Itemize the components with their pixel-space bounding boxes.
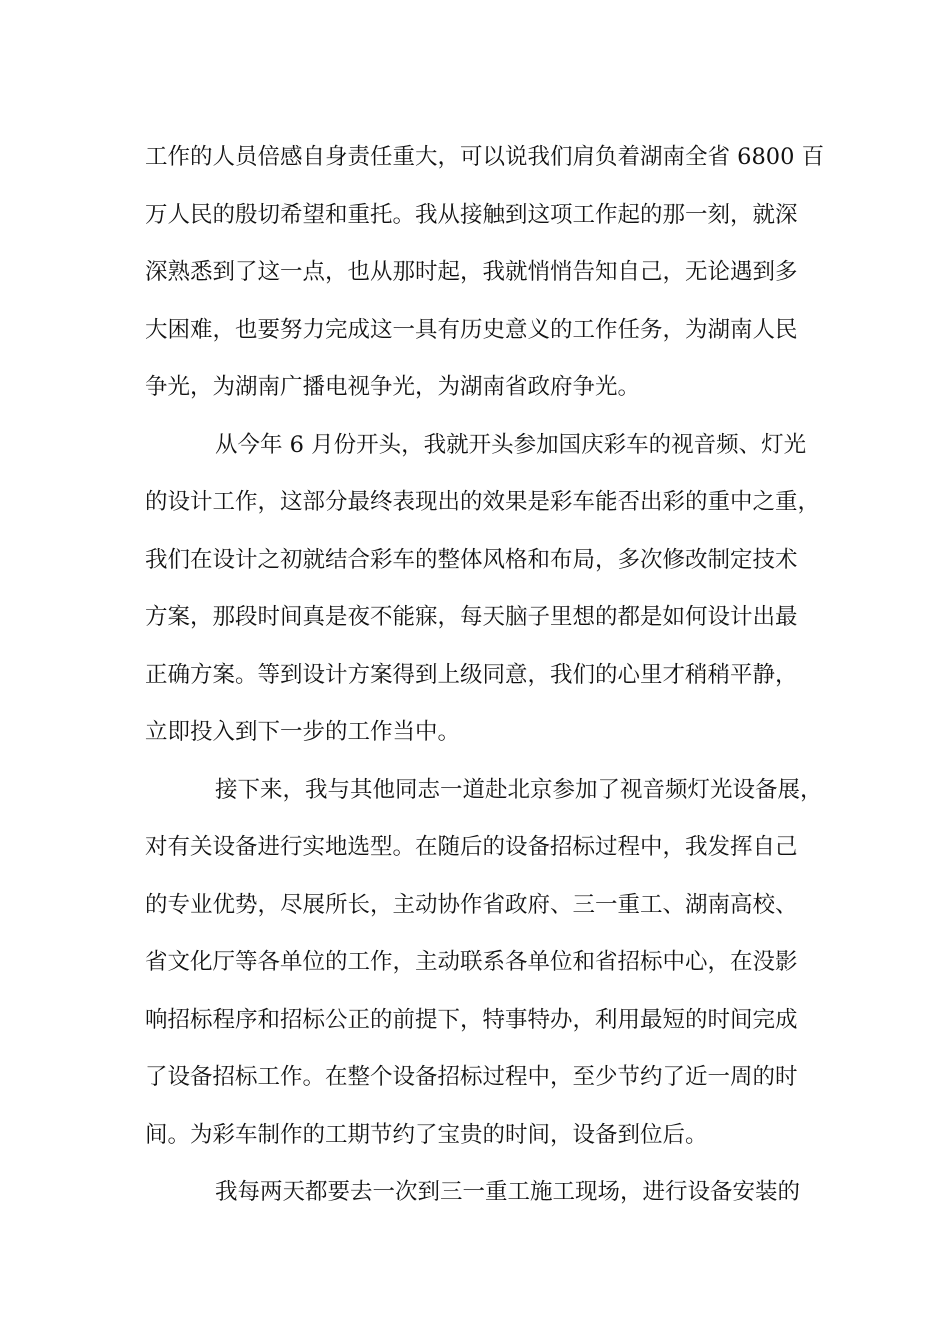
text-line: 深熟悉到了这一点，也从那时起，我就悄悄告知自己，无论遇到多 (145, 259, 798, 285)
text-line: 我们在设计之初就结合彩车的整体风格和布局，多次修改制定技术 (145, 546, 798, 573)
text-line: 工作的人员倍感自身责任重大，可以说我们肩负着湖南全省 6800 百 (145, 144, 825, 170)
text-line: 大困难，也要努力完成这一具有历史意义的工作任务，为湖南人民 (145, 316, 798, 343)
text-line: 的设计工作，这部分最终表现出的效果是彩车能否出彩的重中之重， (145, 489, 821, 515)
text-line: 了设备招标工作。在整个设备招标过程中，至少节约了近一周的时 (145, 1064, 798, 1090)
text-line: 对有关设备进行实地选型。在随后的设备招标过程中，我发挥自己 (145, 834, 798, 860)
text-line: 间。为彩车制作的工期节约了宝贵的时间，设备到位后。 (145, 1121, 708, 1148)
paragraph-first-line: 接下来，我与其他同志一道赴北京参加了视音频灯光设备展， (215, 776, 823, 803)
text-line: 方案，那段时间真是夜不能寐，每天脑子里想的都是如何设计出最 (145, 604, 798, 630)
text-line: 省文化厅等各单位的工作，主动联系各单位和省招标中心，在没影 (145, 949, 798, 975)
text-line: 响招标程序和招标公正的前提下，特事特办，利用最短的时间完成 (145, 1006, 798, 1033)
text-line: 立即投入到下一步的工作当中。 (145, 719, 461, 745)
text-line: 万人民的殷切希望和重托。我从接触到这项工作起的那一刻，就深 (145, 201, 798, 228)
paragraph-first-line: 我每两天都要去一次到三一重工施工现场，进行设备安装的 (215, 1179, 801, 1205)
text-line: 的专业优势，尽展所长，主动协作省政府、三一重工、湖南高校、 (145, 891, 798, 918)
body-text (145, 129, 835, 1222)
text-line: 争光，为湖南广播电视争光，为湖南省政府争光。 (145, 374, 641, 400)
paragraph-first-line: 从今年 6 月份开头，我就开头参加国庆彩车的视音频、灯光 (215, 431, 807, 458)
text-line: 正确方案。等到设计方案得到上级同意，我们的心里才稍稍平静， (145, 661, 798, 688)
